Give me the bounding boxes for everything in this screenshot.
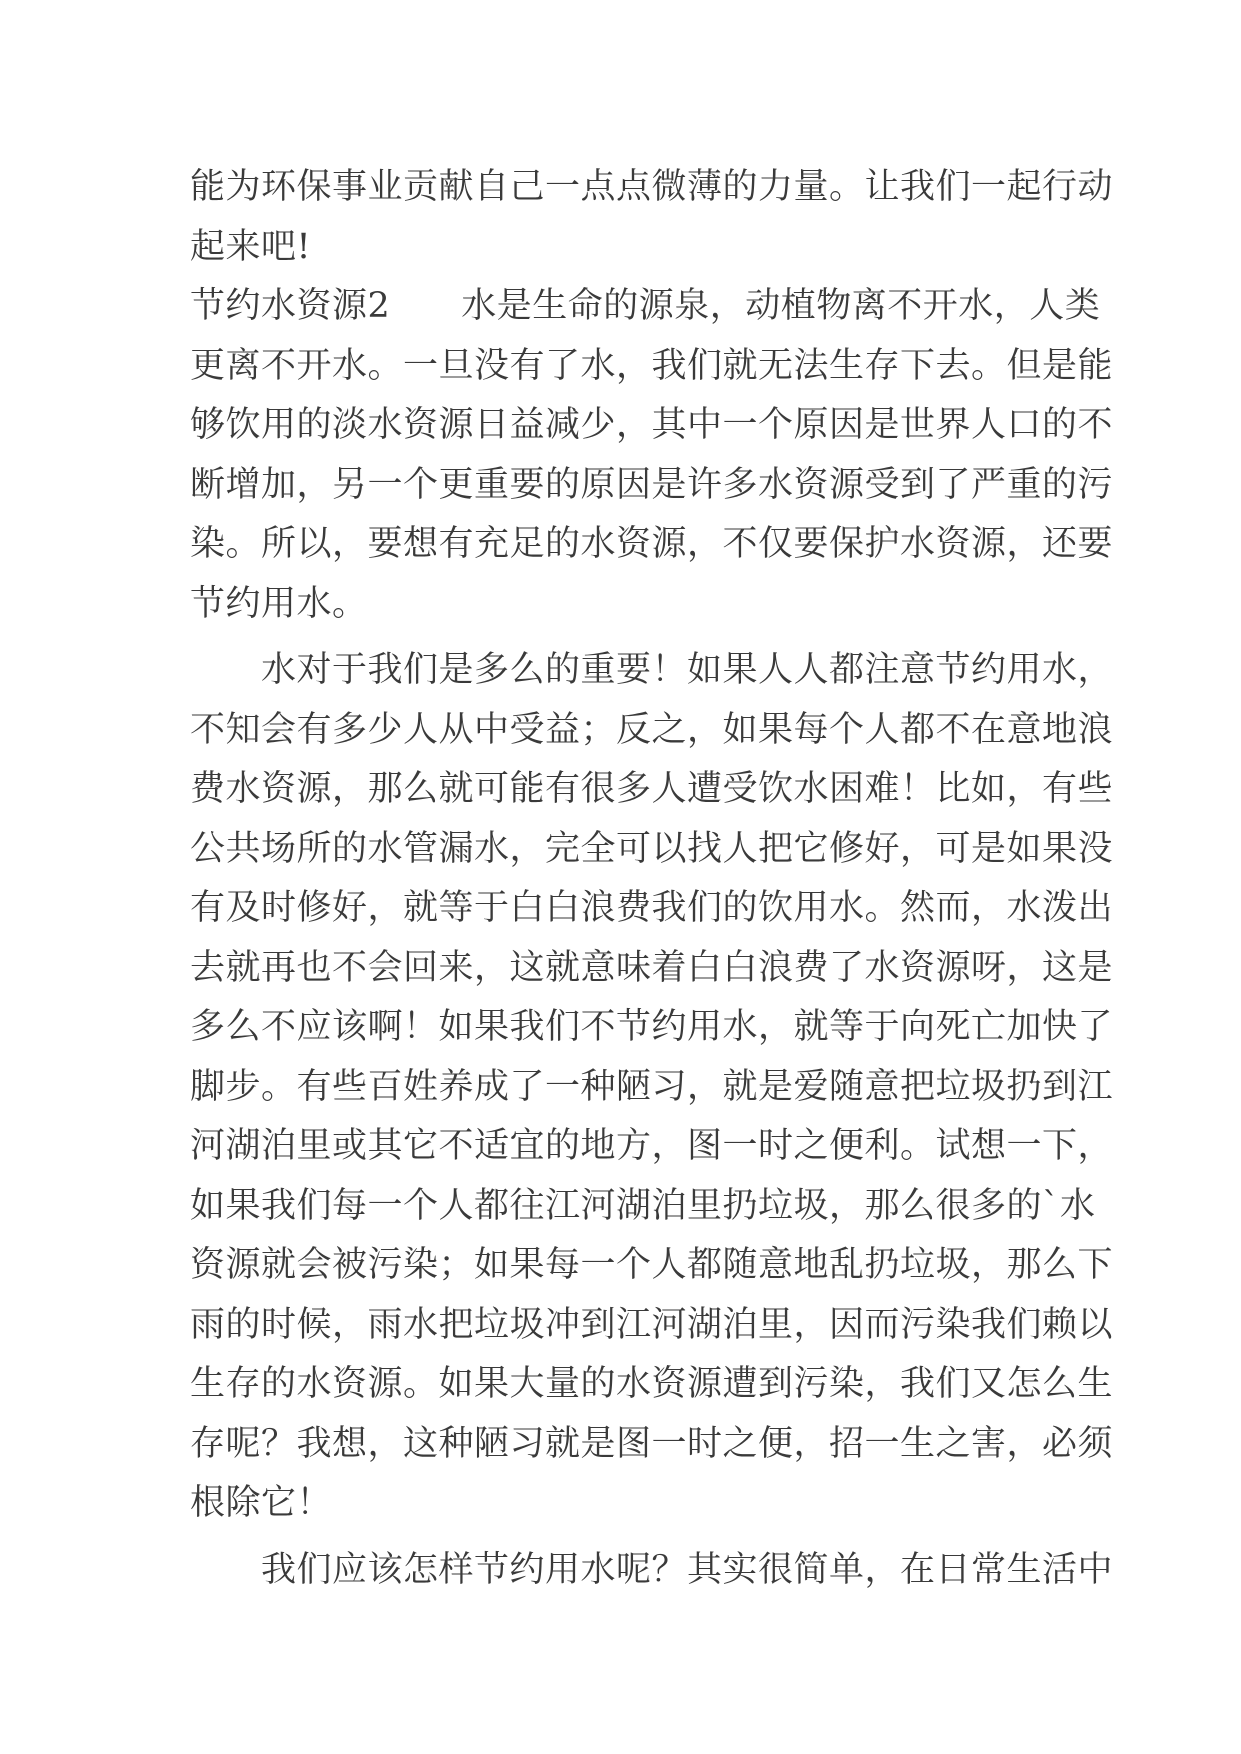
text-line: 去就再也不会回来，这就意味着白白浪费了水资源呀，这是 xyxy=(190,947,1114,988)
text-line: 能为环保事业贡献自己一点点微薄的力量。让我们一起行动 xyxy=(190,167,1114,207)
text-line: 费水资源，那么就可能有很多人遭受饮水困难！比如，有些 xyxy=(190,769,1114,809)
text-line: 河湖泊里或其它不适宜的地方，图一时之便利。试想一下， xyxy=(190,1126,1114,1166)
text-line: 多么不应该啊！如果我们不节约用水，就等于向死亡加快了 xyxy=(190,1007,1114,1047)
paragraph-2 xyxy=(190,277,1114,634)
text-line: 如果我们每一个人都往江河湖泊里扔垃圾，那么很多的`水 xyxy=(190,1185,1096,1226)
text-line: 更离不开水。一旦没有了水，我们就无法生存下去。但是能 xyxy=(190,345,1114,386)
paragraph-1 xyxy=(190,158,1114,277)
paragraph-4 xyxy=(190,1541,1114,1601)
text-line: 脚步。有些百姓养成了一种陋习，就是爱随意把垃圾扔到江 xyxy=(190,1066,1114,1107)
paragraph-spacer xyxy=(190,634,1050,641)
text-line: 公共场所的水管漏水，完全可以找人把它修好，可是如果没 xyxy=(190,828,1114,869)
text-line: 存呢？我想，这种陋习就是图一时之便，招一生之害，必须 xyxy=(190,1423,1114,1464)
paragraph-spacer xyxy=(190,1534,1050,1541)
text-line: 雨的时候，雨水把垃圾冲到江河湖泊里，因而污染我们赖以 xyxy=(190,1304,1114,1345)
text-line: 我们应该怎样节约用水呢？其实很简单，在日常生活中 xyxy=(190,1549,1114,1590)
text-line: 水对于我们是多么的重要！如果人人都注意节约用水， xyxy=(190,650,1114,690)
text-line: 资源就会被污染；如果每一个人都随意地乱扔垃圾，那么下 xyxy=(190,1245,1114,1285)
document-body xyxy=(190,158,1114,1600)
text-line: 够饮用的淡水资源日益减少，其中一个原因是世界人口的不 xyxy=(190,405,1114,445)
text-line: 节约水资源2 水是生命的源泉，动植物离不开水，人类 xyxy=(190,286,1101,326)
text-line: 根除它！ xyxy=(190,1483,333,1523)
text-line: 断增加，另一个更重要的原因是许多水资源受到了严重的污 xyxy=(190,464,1114,505)
text-line: 染。所以，要想有充足的水资源，不仅要保护水资源，还要 xyxy=(190,524,1114,564)
text-line: 起来吧! xyxy=(190,226,312,267)
text-line: 节约用水。 xyxy=(190,583,368,624)
text-line: 生存的水资源。如果大量的水资源遭到污染，我们又怎么生 xyxy=(190,1364,1114,1404)
text-line: 不知会有多少人从中受益；反之，如果每个人都不在意地浪 xyxy=(190,709,1114,750)
text-line: 有及时修好，就等于白白浪费我们的饮用水。然而，水泼出 xyxy=(190,888,1114,928)
paragraph-3 xyxy=(190,641,1114,1534)
